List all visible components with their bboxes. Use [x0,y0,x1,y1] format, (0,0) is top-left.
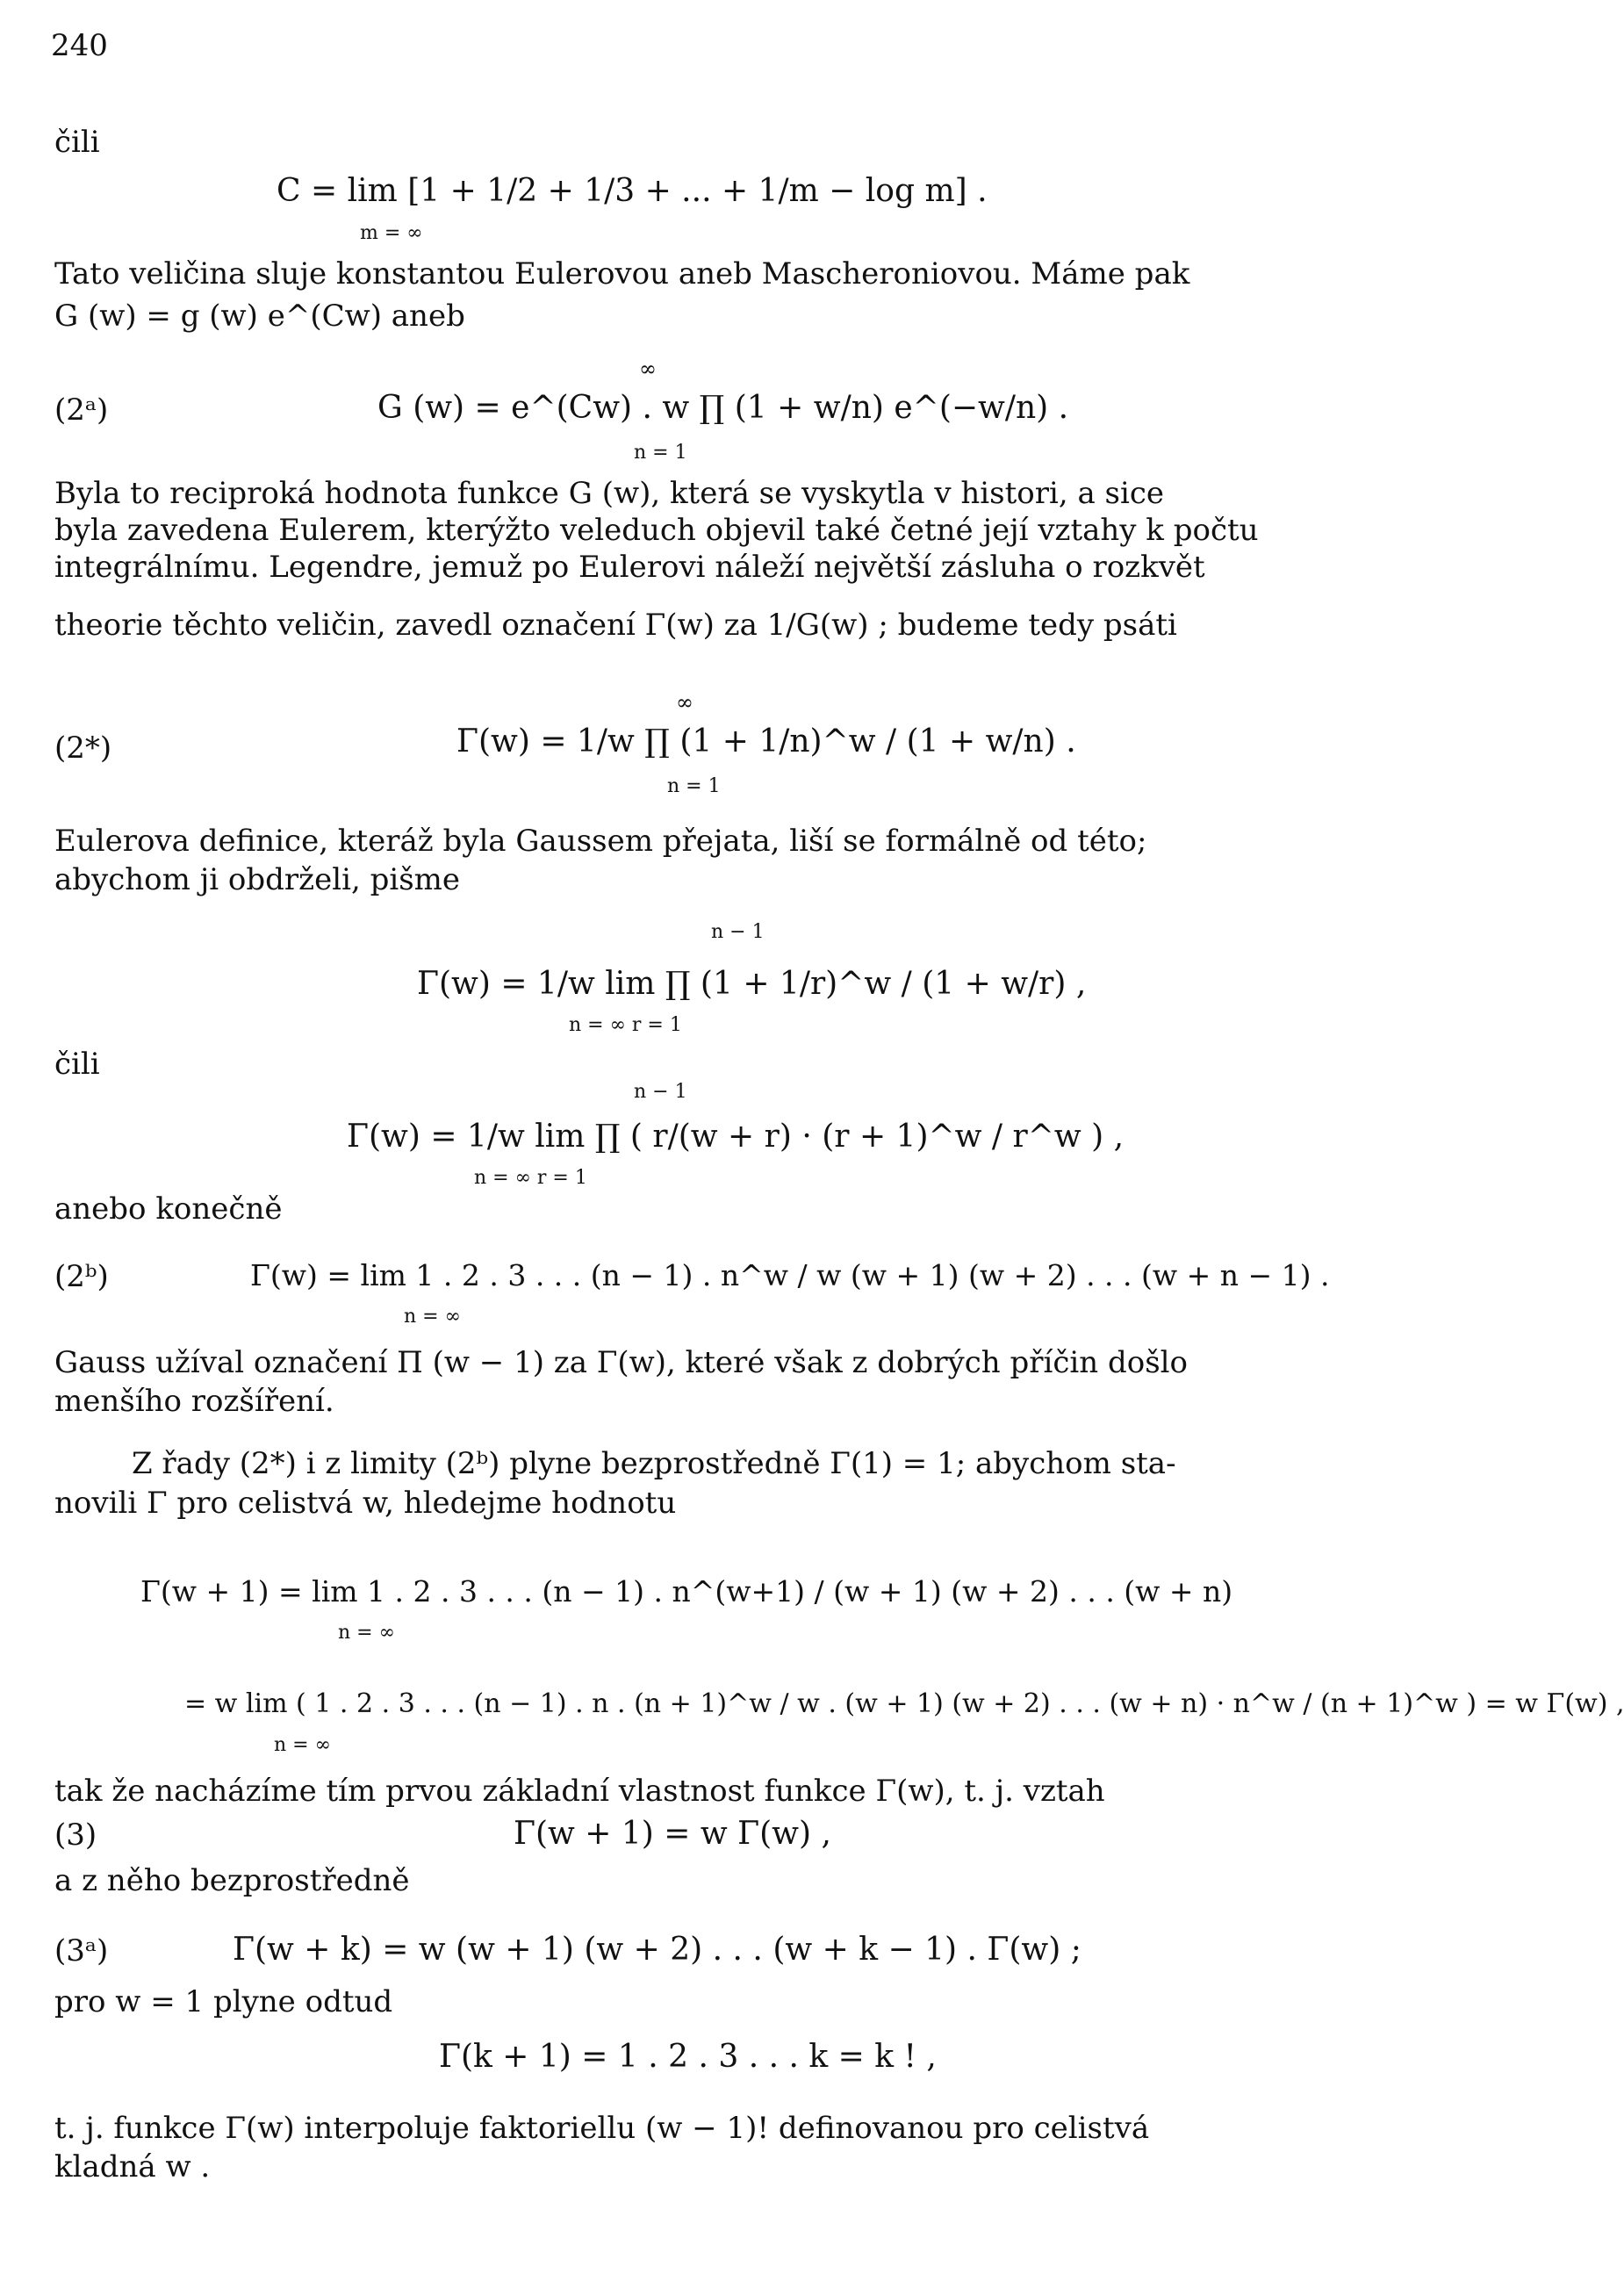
formula-superscript: ∞ [639,356,657,381]
text-line: Gauss užíval označení Π (w − 1) za Γ(w), které však z dobrých příčin došlo [54,1345,1189,1380]
formula-subscript: n = ∞ [338,1622,395,1644]
text-line: Tato veličina sluje konstantou Eulerovou aneb Mascheroniovou. Máme pak [54,256,1190,291]
page-number: 240 [51,28,108,63]
formula-2b: Γ(w) = lim 1 . 2 . 3 . . . (n − 1) . n^w / w (w + 1) (w + 2) . . . (w + n − 1) . [250,1258,1330,1292]
formula-2star: Γ(w) = 1/w ∏ (1 + 1/n)^w / (1 + w/n) . [456,723,1076,759]
formula-subscript: n = ∞ [404,1306,461,1328]
equation-label: (2*) [54,731,112,766]
formula-superscript: n − 1 [711,921,765,943]
formula-3a: Γ(w + k) = w (w + 1) (w + 2) . . . (w + k − 1) . Γ(w) ; [233,1932,1081,1968]
text-line: čili [54,125,100,160]
text-line: abychom ji obdrželi, pišme [54,862,461,897]
text-line: čili [54,1047,100,1082]
formula-factorial: Γ(k + 1) = 1 . 2 . 3 . . . k = k ! , [439,2039,937,2075]
text-line: Eulerova definice, kteráž byla Gaussem přejata, liší se formálně od této; [54,824,1147,859]
text-line: G (w) = g (w) e^(Cw) aneb [54,299,465,334]
text-line: tak že nacházíme tím prvou základní vlastnost funkce Γ(w), t. j. vztah [54,1774,1105,1809]
formula-gamma-shift: Γ(w + 1) = lim 1 . 2 . 3 . . . (n − 1) . n^(w+1) / (w + 1) (w + 2) . . . (w + n) [140,1574,1233,1609]
formula-euler-constant: C = lim [1 + 1/2 + 1/3 + ... + 1/m − log m] . [277,173,988,209]
text-line: Byla to reciproká hodnota funkce G (w), která se vyskytla v histori, a sice [54,476,1165,511]
formula-subscript: n = ∞ r = 1 [569,1014,682,1036]
text-line: kladná w . [54,2149,211,2184]
formula-subscript: n = ∞ [274,1734,331,1756]
formula-2a: G (w) = e^(Cw) . w ∏ (1 + w/n) e^(−w/n) . [377,390,1069,426]
text-line: integrálnímu. Legendre, jemuž po Eulerovi náleží největší zásluha o rozkvět [54,550,1205,585]
text-line: pro w = 1 plyne odtud [54,1984,393,2019]
equation-label: (3) [54,1817,97,1853]
formula-product-form: Γ(w) = 1/w lim ∏ ( r/(w + r) · (r + 1)^w / r^w ) , [347,1119,1125,1155]
text-line: byla zavedena Eulerem, kterýžto veleduch objevil také četné její vztahy k počtu [54,513,1259,548]
text-line: anebo konečně [54,1191,283,1227]
equation-label: (3ᵃ) [54,1933,109,1969]
formula-subscript: m = ∞ [360,222,423,244]
equation-label: (2ᵇ) [54,1259,109,1294]
text-line: Z řady (2*) i z limity (2ᵇ) plyne bezprostředně Γ(1) = 1; abychom sta- [132,1446,1176,1481]
formula-3: Γ(w + 1) = w Γ(w) , [514,1816,831,1852]
formula-subscript: n = 1 [667,775,721,797]
text-line: t. j. funkce Γ(w) interpoluje faktoriellu (w − 1)! definovanou pro celistvá [54,2111,1150,2146]
formula-subscript: n = ∞ r = 1 [474,1167,587,1189]
formula-gamma-shift-expanded: = w lim ( 1 . 2 . 3 . . . (n − 1) . n . (n + 1)^w / w . (w + 1) (w + 2) . . . (w + n) · n^w / (n + 1)^w ) = w Γ(w) , [184,1688,1624,1719]
text-line: a z něho bezprostředně [54,1863,410,1898]
text-line: novili Γ pro celistvá w, hledejme hodnotu [54,1486,677,1521]
text-line: theorie těchto veličin, zavedl označení Γ(w) za 1/G(w) ; budeme tedy psáti [54,608,1177,643]
formula-euler-definition: Γ(w) = 1/w lim ∏ (1 + 1/r)^w / (1 + w/r) , [417,966,1087,1002]
text-line: menšího rozšíření. [54,1384,334,1419]
formula-superscript: n − 1 [634,1081,687,1103]
formula-superscript: ∞ [676,690,693,715]
formula-subscript: n = 1 [634,442,687,464]
equation-label: (2ᵃ) [54,392,109,428]
